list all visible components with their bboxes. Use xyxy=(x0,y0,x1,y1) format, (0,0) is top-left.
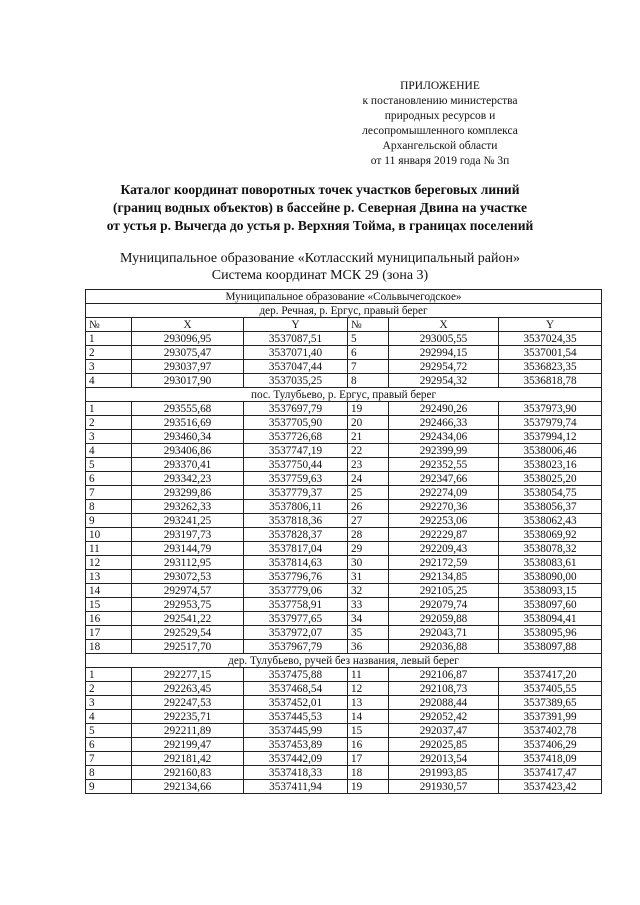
x-coordinate: 292263,45 xyxy=(132,682,244,696)
point-number: 20 xyxy=(348,416,389,430)
x-coordinate: 292211,89 xyxy=(132,724,244,738)
x-coordinate: 292209,43 xyxy=(389,542,499,556)
x-coordinate: 292160,83 xyxy=(132,766,244,780)
x-coordinate: 292235,71 xyxy=(132,710,244,724)
x-coordinate: 292352,55 xyxy=(389,458,499,472)
point-number: 1 xyxy=(86,668,132,682)
y-coordinate: 3537445,99 xyxy=(244,724,348,738)
point-number: 36 xyxy=(348,640,389,654)
x-coordinate: 292529,54 xyxy=(132,626,244,640)
y-coordinate: 3536818,78 xyxy=(499,374,602,388)
municipality-district: Муниципальное образование «Котласский муниципальный район» xyxy=(119,251,521,266)
x-coordinate: 292994,15 xyxy=(389,346,499,360)
column-header: Y xyxy=(499,318,602,332)
document-subtitle xyxy=(70,250,570,284)
y-coordinate: 3538054,75 xyxy=(499,486,602,500)
x-coordinate: 292181,42 xyxy=(132,752,244,766)
table-row xyxy=(86,486,602,500)
x-coordinate: 293112,95 xyxy=(132,556,244,570)
point-number: 6 xyxy=(348,346,389,360)
y-coordinate: 3537389,65 xyxy=(499,696,602,710)
table-row xyxy=(86,570,602,584)
x-coordinate: 292043,71 xyxy=(389,626,499,640)
y-coordinate: 3537806,11 xyxy=(244,500,348,514)
y-coordinate: 3537453,89 xyxy=(244,738,348,752)
y-coordinate: 3537411,94 xyxy=(244,780,348,794)
point-number: 13 xyxy=(348,696,389,710)
point-number: 3 xyxy=(86,430,132,444)
x-coordinate: 292079,74 xyxy=(389,598,499,612)
y-coordinate: 3537705,90 xyxy=(244,416,348,430)
x-coordinate: 292517,70 xyxy=(132,640,244,654)
y-coordinate: 3538025,20 xyxy=(499,472,602,486)
x-coordinate: 292277,15 xyxy=(132,668,244,682)
y-coordinate: 3538083,61 xyxy=(499,556,602,570)
point-number: 4 xyxy=(86,710,132,724)
x-coordinate: 292229,87 xyxy=(389,528,499,542)
x-coordinate: 293241,25 xyxy=(132,514,244,528)
x-coordinate: 293299,86 xyxy=(132,486,244,500)
point-number: 2 xyxy=(86,416,132,430)
table-row xyxy=(86,556,602,570)
y-coordinate: 3537047,44 xyxy=(244,360,348,374)
y-coordinate: 3538069,92 xyxy=(499,528,602,542)
point-number: 35 xyxy=(348,626,389,640)
point-number: 4 xyxy=(86,374,132,388)
x-coordinate: 292013,54 xyxy=(389,752,499,766)
x-coordinate: 291930,57 xyxy=(389,780,499,794)
section-name: пос. Тулубьево, р. Ергус, правый берег xyxy=(86,388,602,402)
y-coordinate: 3538095,96 xyxy=(499,626,602,640)
point-number: 3 xyxy=(86,360,132,374)
point-number: 18 xyxy=(86,640,132,654)
point-number: 6 xyxy=(86,738,132,752)
table-row xyxy=(86,444,602,458)
municipality-row xyxy=(86,290,602,304)
y-coordinate: 3537402,78 xyxy=(499,724,602,738)
y-coordinate: 3538056,37 xyxy=(499,500,602,514)
point-number: 16 xyxy=(348,738,389,752)
table-row xyxy=(86,528,602,542)
y-coordinate: 3537979,74 xyxy=(499,416,602,430)
point-number: 11 xyxy=(86,542,132,556)
x-coordinate: 293144,79 xyxy=(132,542,244,556)
point-number: 17 xyxy=(86,626,132,640)
y-coordinate: 3537817,04 xyxy=(244,542,348,556)
section-header-row xyxy=(86,304,602,318)
x-coordinate: 292541,22 xyxy=(132,612,244,626)
document-title xyxy=(60,181,580,235)
point-number: 6 xyxy=(86,472,132,486)
y-coordinate: 3537468,54 xyxy=(244,682,348,696)
coordinates-table-body xyxy=(86,290,602,794)
y-coordinate: 3538023,16 xyxy=(499,458,602,472)
table-row xyxy=(86,542,602,556)
point-number: 33 xyxy=(348,598,389,612)
y-coordinate: 3537391,99 xyxy=(499,710,602,724)
y-coordinate: 3537405,55 xyxy=(499,682,602,696)
point-number: 12 xyxy=(86,556,132,570)
y-coordinate: 3537796,76 xyxy=(244,570,348,584)
x-coordinate: 292347,66 xyxy=(389,472,499,486)
point-number: 5 xyxy=(86,458,132,472)
y-coordinate: 3537818,36 xyxy=(244,514,348,528)
x-coordinate: 292052,42 xyxy=(389,710,499,724)
point-number: 15 xyxy=(86,598,132,612)
table-row xyxy=(86,458,602,472)
x-coordinate: 293262,33 xyxy=(132,500,244,514)
x-coordinate: 292037,47 xyxy=(389,724,499,738)
point-number: 27 xyxy=(348,514,389,528)
table-row xyxy=(86,780,602,794)
x-coordinate: 292036,88 xyxy=(389,640,499,654)
coordinate-system: Система координат МСК 29 (зона 3) xyxy=(211,268,429,283)
x-coordinate: 293370,41 xyxy=(132,458,244,472)
point-number: 10 xyxy=(86,528,132,542)
y-coordinate: 3536823,35 xyxy=(499,360,602,374)
x-coordinate: 292106,87 xyxy=(389,668,499,682)
title-line: от устья р. Вычегда до устья р. Верхняя Тойма, в границах поселений xyxy=(106,218,534,233)
table-row xyxy=(86,584,602,598)
point-number: 7 xyxy=(86,486,132,500)
table-row xyxy=(86,752,602,766)
y-coordinate: 3537417,20 xyxy=(499,668,602,682)
point-number: 14 xyxy=(348,710,389,724)
table-row xyxy=(86,682,602,696)
point-number: 26 xyxy=(348,500,389,514)
x-coordinate: 292466,33 xyxy=(389,416,499,430)
point-number: 2 xyxy=(86,682,132,696)
x-coordinate: 292105,25 xyxy=(389,584,499,598)
table-row xyxy=(86,710,602,724)
table-row xyxy=(86,724,602,738)
y-coordinate: 3538097,88 xyxy=(499,640,602,654)
y-coordinate: 3537035,25 xyxy=(244,374,348,388)
point-number: 3 xyxy=(86,696,132,710)
table-row xyxy=(86,500,602,514)
point-number: 15 xyxy=(348,724,389,738)
x-coordinate: 292088,44 xyxy=(389,696,499,710)
y-coordinate: 3537442,09 xyxy=(244,752,348,766)
point-number: 7 xyxy=(348,360,389,374)
x-coordinate: 292025,85 xyxy=(389,738,499,752)
table-row xyxy=(86,598,602,612)
table-row xyxy=(86,416,602,430)
x-coordinate: 293460,34 xyxy=(132,430,244,444)
table-row xyxy=(86,430,602,444)
point-number: 24 xyxy=(348,472,389,486)
x-coordinate: 291993,85 xyxy=(389,766,499,780)
appendix-line: лесопромышленного комплекса xyxy=(362,125,518,137)
point-number: 14 xyxy=(86,584,132,598)
point-number: 1 xyxy=(86,332,132,346)
table-row xyxy=(86,374,602,388)
point-number: 30 xyxy=(348,556,389,570)
x-coordinate: 292974,57 xyxy=(132,584,244,598)
table-row xyxy=(86,346,602,360)
y-coordinate: 3537994,12 xyxy=(499,430,602,444)
section-name: дер. Тулубьево, ручей без названия, левый берег xyxy=(86,654,602,668)
point-number: 25 xyxy=(348,486,389,500)
point-number: 5 xyxy=(86,724,132,738)
point-number: 11 xyxy=(348,668,389,682)
municipality-cell: Муниципальное образование «Сольвычегодское» xyxy=(86,290,602,304)
x-coordinate: 293005,55 xyxy=(389,332,499,346)
x-coordinate: 292199,47 xyxy=(132,738,244,752)
y-coordinate: 3538006,46 xyxy=(499,444,602,458)
y-coordinate: 3537972,07 xyxy=(244,626,348,640)
point-number: 9 xyxy=(86,514,132,528)
y-coordinate: 3537759,63 xyxy=(244,472,348,486)
y-coordinate: 3537758,91 xyxy=(244,598,348,612)
point-number: 4 xyxy=(86,444,132,458)
column-header: № xyxy=(86,318,132,332)
table-row xyxy=(86,332,602,346)
x-coordinate: 292954,32 xyxy=(389,374,499,388)
point-number: 29 xyxy=(348,542,389,556)
x-coordinate: 293017,90 xyxy=(132,374,244,388)
point-number: 23 xyxy=(348,458,389,472)
x-coordinate: 293406,86 xyxy=(132,444,244,458)
x-coordinate: 292247,53 xyxy=(132,696,244,710)
y-coordinate: 3538062,43 xyxy=(499,514,602,528)
x-coordinate: 292134,85 xyxy=(389,570,499,584)
y-coordinate: 3537418,09 xyxy=(499,752,602,766)
coordinates-table xyxy=(85,289,602,794)
column-header: X xyxy=(389,318,499,332)
y-coordinate: 3537423,42 xyxy=(499,780,602,794)
table-row xyxy=(86,738,602,752)
table-row xyxy=(86,514,602,528)
y-coordinate: 3537024,35 xyxy=(499,332,602,346)
point-number: 32 xyxy=(348,584,389,598)
point-number: 22 xyxy=(348,444,389,458)
table-row xyxy=(86,472,602,486)
x-coordinate: 292490,26 xyxy=(389,402,499,416)
point-number: 21 xyxy=(348,430,389,444)
y-coordinate: 3537001,54 xyxy=(499,346,602,360)
y-coordinate: 3537475,88 xyxy=(244,668,348,682)
point-number: 28 xyxy=(348,528,389,542)
y-coordinate: 3537697,79 xyxy=(244,402,348,416)
x-coordinate: 292270,36 xyxy=(389,500,499,514)
x-coordinate: 293075,47 xyxy=(132,346,244,360)
point-number: 16 xyxy=(86,612,132,626)
y-coordinate: 3538078,32 xyxy=(499,542,602,556)
column-header: X xyxy=(132,318,244,332)
table-row xyxy=(86,668,602,682)
x-coordinate: 292954,72 xyxy=(389,360,499,374)
point-number: 9 xyxy=(86,780,132,794)
appendix-line: от 11 января 2019 года № 3п xyxy=(370,155,510,167)
x-coordinate: 292953,75 xyxy=(132,598,244,612)
point-number: 19 xyxy=(348,402,389,416)
x-coordinate: 292108,73 xyxy=(389,682,499,696)
column-header: Y xyxy=(244,318,348,332)
column-header-row xyxy=(86,318,602,332)
point-number: 1 xyxy=(86,402,132,416)
x-coordinate: 292172,59 xyxy=(389,556,499,570)
section-name: дер. Речная, р. Ергус, правый берег xyxy=(86,304,602,318)
x-coordinate: 292059,88 xyxy=(389,612,499,626)
y-coordinate: 3537750,44 xyxy=(244,458,348,472)
y-coordinate: 3537452,01 xyxy=(244,696,348,710)
appendix-line: природных ресурсов и xyxy=(384,110,496,122)
point-number: 8 xyxy=(348,374,389,388)
point-number: 8 xyxy=(86,500,132,514)
column-header: № xyxy=(348,318,389,332)
point-number: 8 xyxy=(86,766,132,780)
appendix-line: ПРИЛОЖЕНИЕ xyxy=(400,80,480,92)
x-coordinate: 293516,69 xyxy=(132,416,244,430)
table-row xyxy=(86,402,602,416)
x-coordinate: 293342,23 xyxy=(132,472,244,486)
x-coordinate: 292399,99 xyxy=(389,444,499,458)
section-header-row xyxy=(86,654,602,668)
y-coordinate: 3537445,53 xyxy=(244,710,348,724)
point-number: 12 xyxy=(348,682,389,696)
y-coordinate: 3537726,68 xyxy=(244,430,348,444)
y-coordinate: 3537977,65 xyxy=(244,612,348,626)
x-coordinate: 292134,66 xyxy=(132,780,244,794)
y-coordinate: 3538097,60 xyxy=(499,598,602,612)
y-coordinate: 3537814,63 xyxy=(244,556,348,570)
point-number: 19 xyxy=(348,780,389,794)
table-row xyxy=(86,612,602,626)
table-row xyxy=(86,640,602,654)
y-coordinate: 3537828,37 xyxy=(244,528,348,542)
x-coordinate: 292253,06 xyxy=(389,514,499,528)
y-coordinate: 3537417,47 xyxy=(499,766,602,780)
title-line: (границ водных объектов) в бассейне р. Северная Двина на участке xyxy=(113,200,527,215)
x-coordinate: 292274,09 xyxy=(389,486,499,500)
y-coordinate: 3538093,15 xyxy=(499,584,602,598)
y-coordinate: 3537747,19 xyxy=(244,444,348,458)
y-coordinate: 3537406,29 xyxy=(499,738,602,752)
table-row xyxy=(86,696,602,710)
y-coordinate: 3537967,79 xyxy=(244,640,348,654)
y-coordinate: 3537071,40 xyxy=(244,346,348,360)
point-number: 31 xyxy=(348,570,389,584)
x-coordinate: 293072,53 xyxy=(132,570,244,584)
table-row xyxy=(86,626,602,640)
y-coordinate: 3537418,33 xyxy=(244,766,348,780)
x-coordinate: 293197,73 xyxy=(132,528,244,542)
x-coordinate: 292434,06 xyxy=(389,430,499,444)
appendix-line: Архангельской области xyxy=(382,140,498,152)
appendix-line: к постановлению министерства xyxy=(362,95,518,107)
x-coordinate: 293096,95 xyxy=(132,332,244,346)
y-coordinate: 3537973,90 xyxy=(499,402,602,416)
appendix-block xyxy=(330,79,550,169)
table-row xyxy=(86,360,602,374)
y-coordinate: 3538090,00 xyxy=(499,570,602,584)
point-number: 18 xyxy=(348,766,389,780)
y-coordinate: 3537779,06 xyxy=(244,584,348,598)
title-line: Каталог координат поворотных точек участков береговых линий xyxy=(120,182,520,197)
point-number: 7 xyxy=(86,752,132,766)
y-coordinate: 3538094,41 xyxy=(499,612,602,626)
x-coordinate: 293037,97 xyxy=(132,360,244,374)
y-coordinate: 3537087,51 xyxy=(244,332,348,346)
point-number: 2 xyxy=(86,346,132,360)
point-number: 5 xyxy=(348,332,389,346)
table-row xyxy=(86,766,602,780)
section-header-row xyxy=(86,388,602,402)
x-coordinate: 293555,68 xyxy=(132,402,244,416)
point-number: 17 xyxy=(348,752,389,766)
y-coordinate: 3537779,37 xyxy=(244,486,348,500)
point-number: 34 xyxy=(348,612,389,626)
point-number: 13 xyxy=(86,570,132,584)
